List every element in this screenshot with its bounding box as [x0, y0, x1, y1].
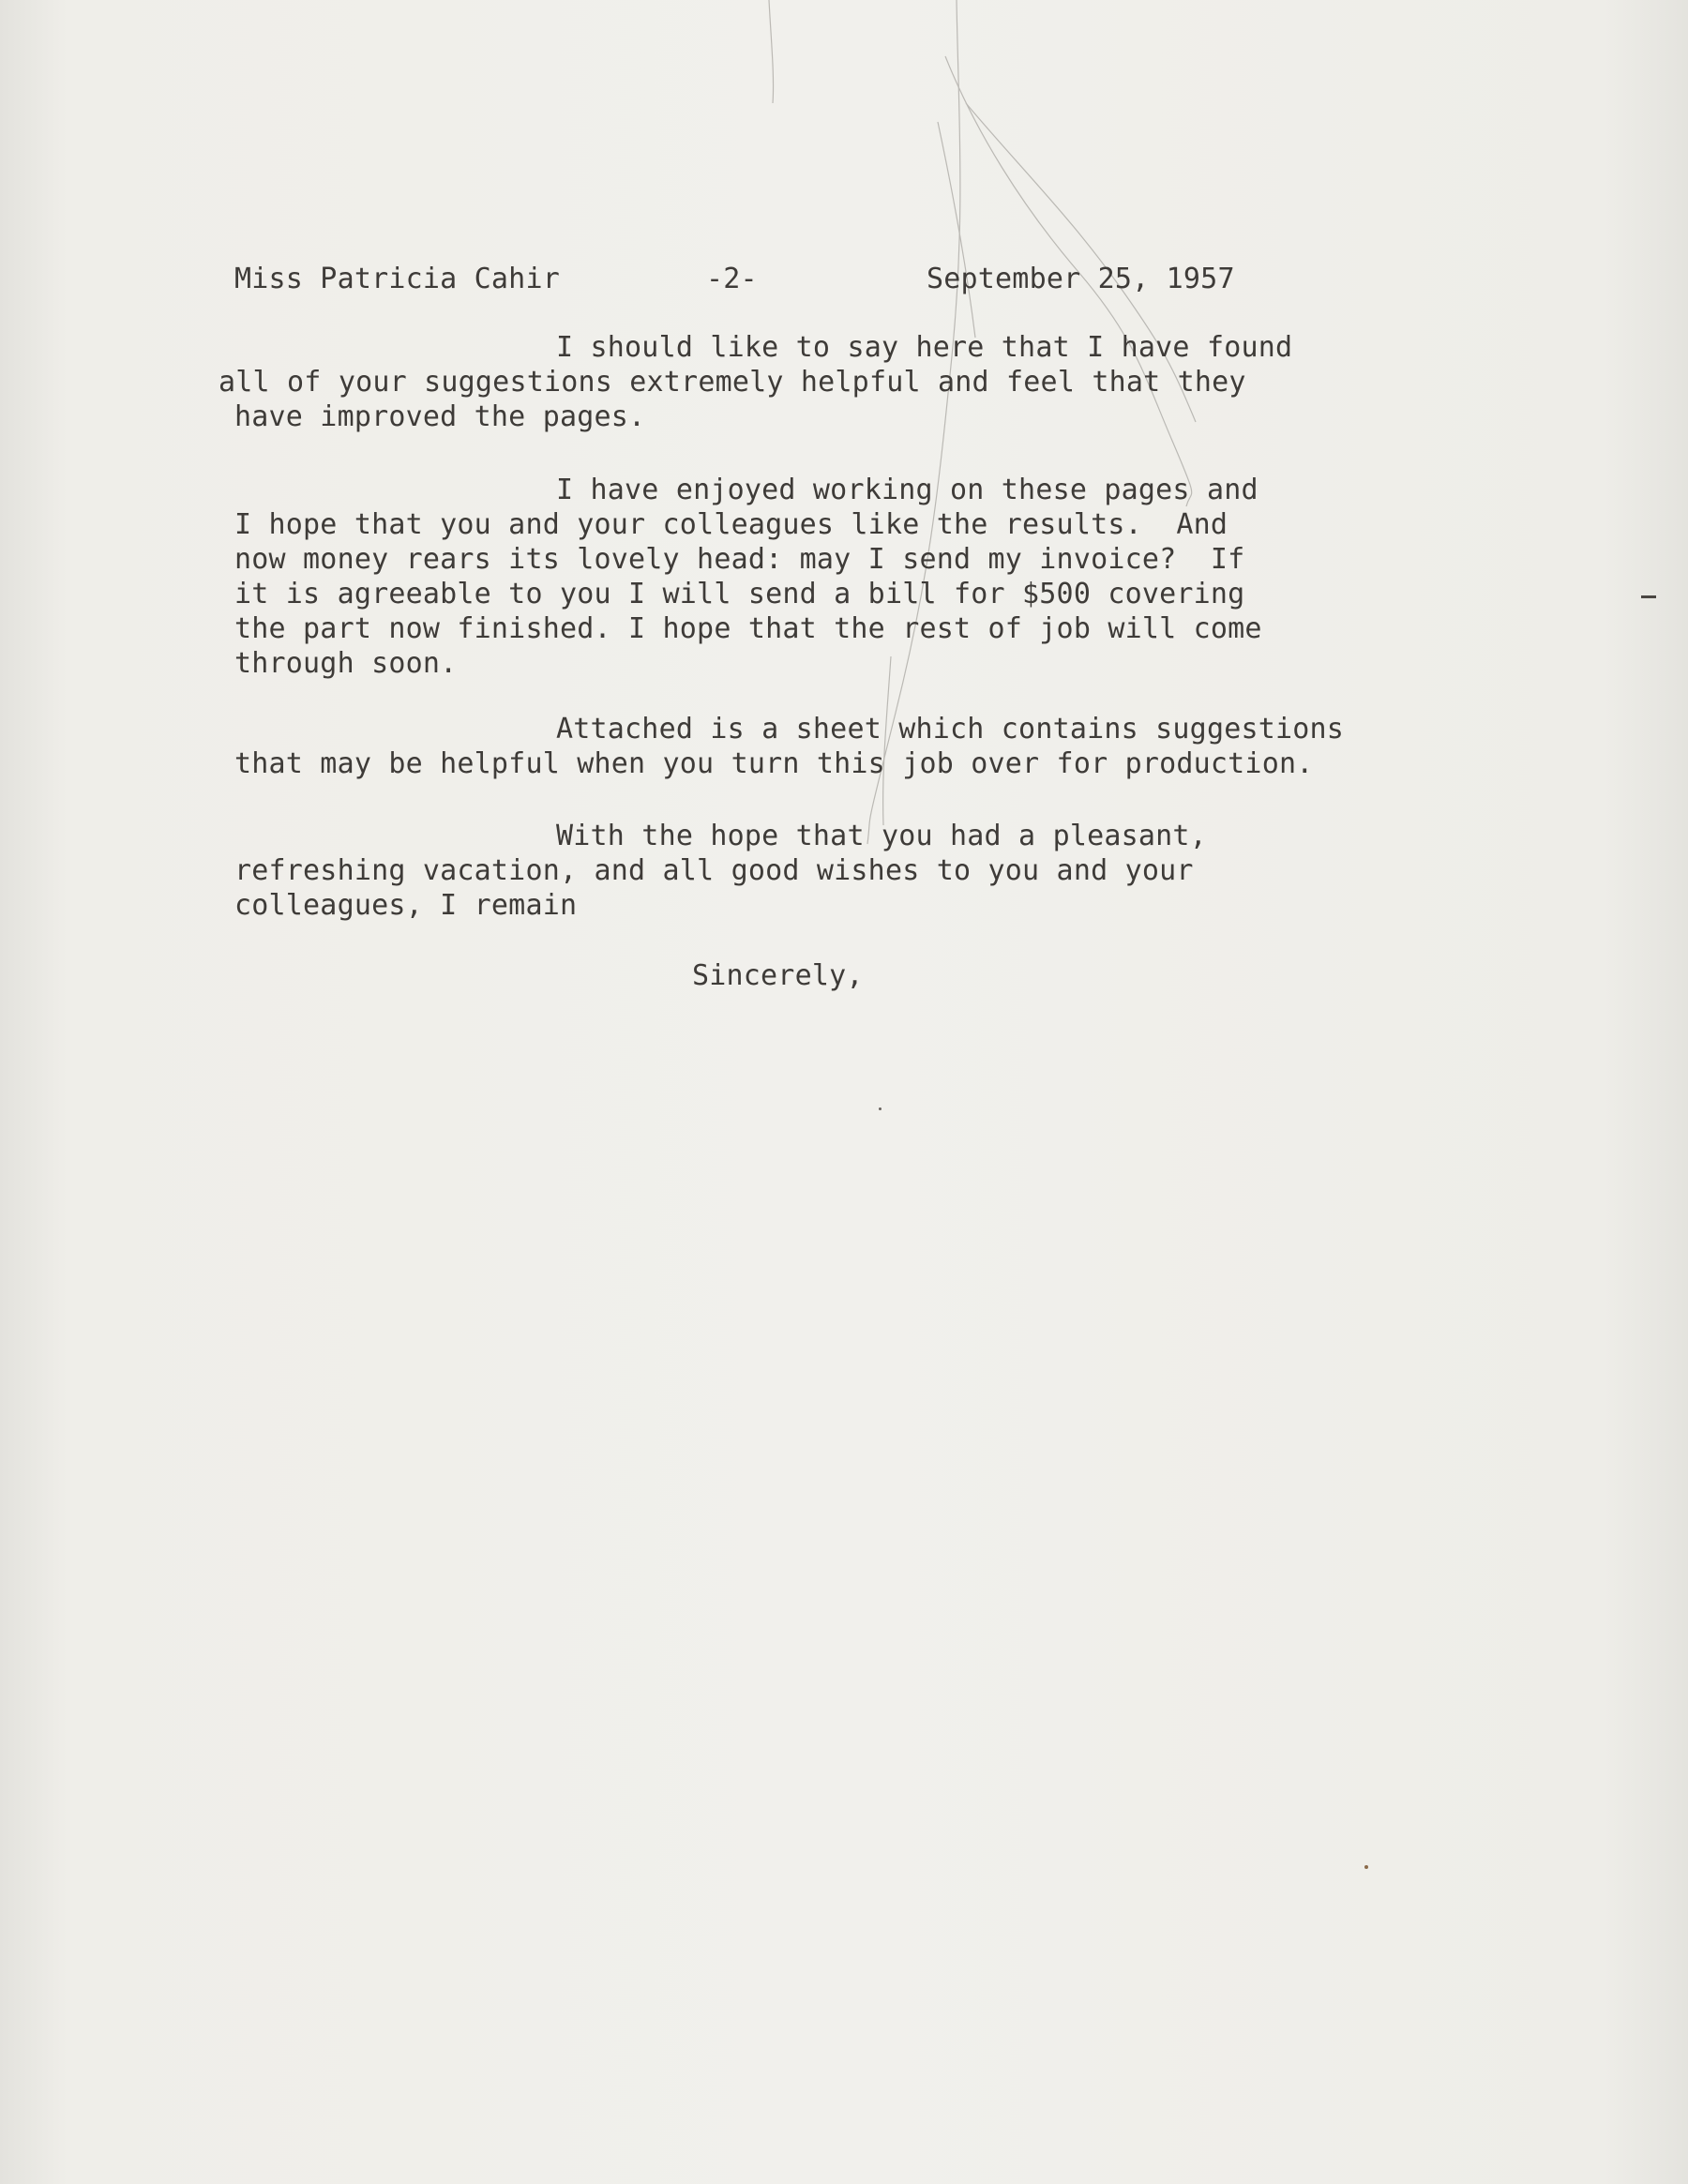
paragraph-2-line-3: now money rears its lovely head: may I send my invoice? If: [234, 543, 1245, 576]
recipient-name: Miss Patricia Cahir: [234, 263, 560, 295]
closing-salutation: Sincerely,: [692, 959, 864, 992]
paragraph-4-line-3: colleagues, I remain: [234, 889, 578, 922]
paper-speck: [879, 1107, 882, 1110]
paragraph-2-line-2: I hope that you and your colleagues like the results. And: [234, 508, 1228, 541]
paragraph-2-line-5: the part now finished. I hope that the rest of job will come: [234, 612, 1262, 645]
paragraph-1-line-3: have improved the pages.: [234, 400, 646, 433]
paragraph-4-line-2: refreshing vacation, and all good wishes to you and your: [234, 854, 1194, 887]
paragraph-1-line-2: all of your suggestions extremely helpful and feel that they: [219, 366, 1246, 399]
paragraph-2-line-4: it is agreeable to you I will send a bill for $500 covering: [234, 578, 1245, 610]
letter-date: September 25, 1957: [927, 263, 1235, 295]
paragraph-2-line-1: I have enjoyed working on these pages and: [556, 474, 1258, 506]
paragraph-3-line-1: Attached is a sheet which contains suggestions: [556, 713, 1345, 746]
paragraph-4-line-1: With the hope that you had a pleasant,: [556, 820, 1207, 852]
margin-mark: [1641, 595, 1656, 598]
paragraph-1-line-1: I should like to say here that I have found: [556, 331, 1293, 364]
page-number: -2-: [706, 263, 758, 295]
paragraph-3-line-2: that may be helpful when you turn this job over for production.: [234, 747, 1314, 780]
paper-speck: [1364, 1865, 1368, 1869]
paragraph-2-line-6: through soon.: [234, 647, 458, 680]
